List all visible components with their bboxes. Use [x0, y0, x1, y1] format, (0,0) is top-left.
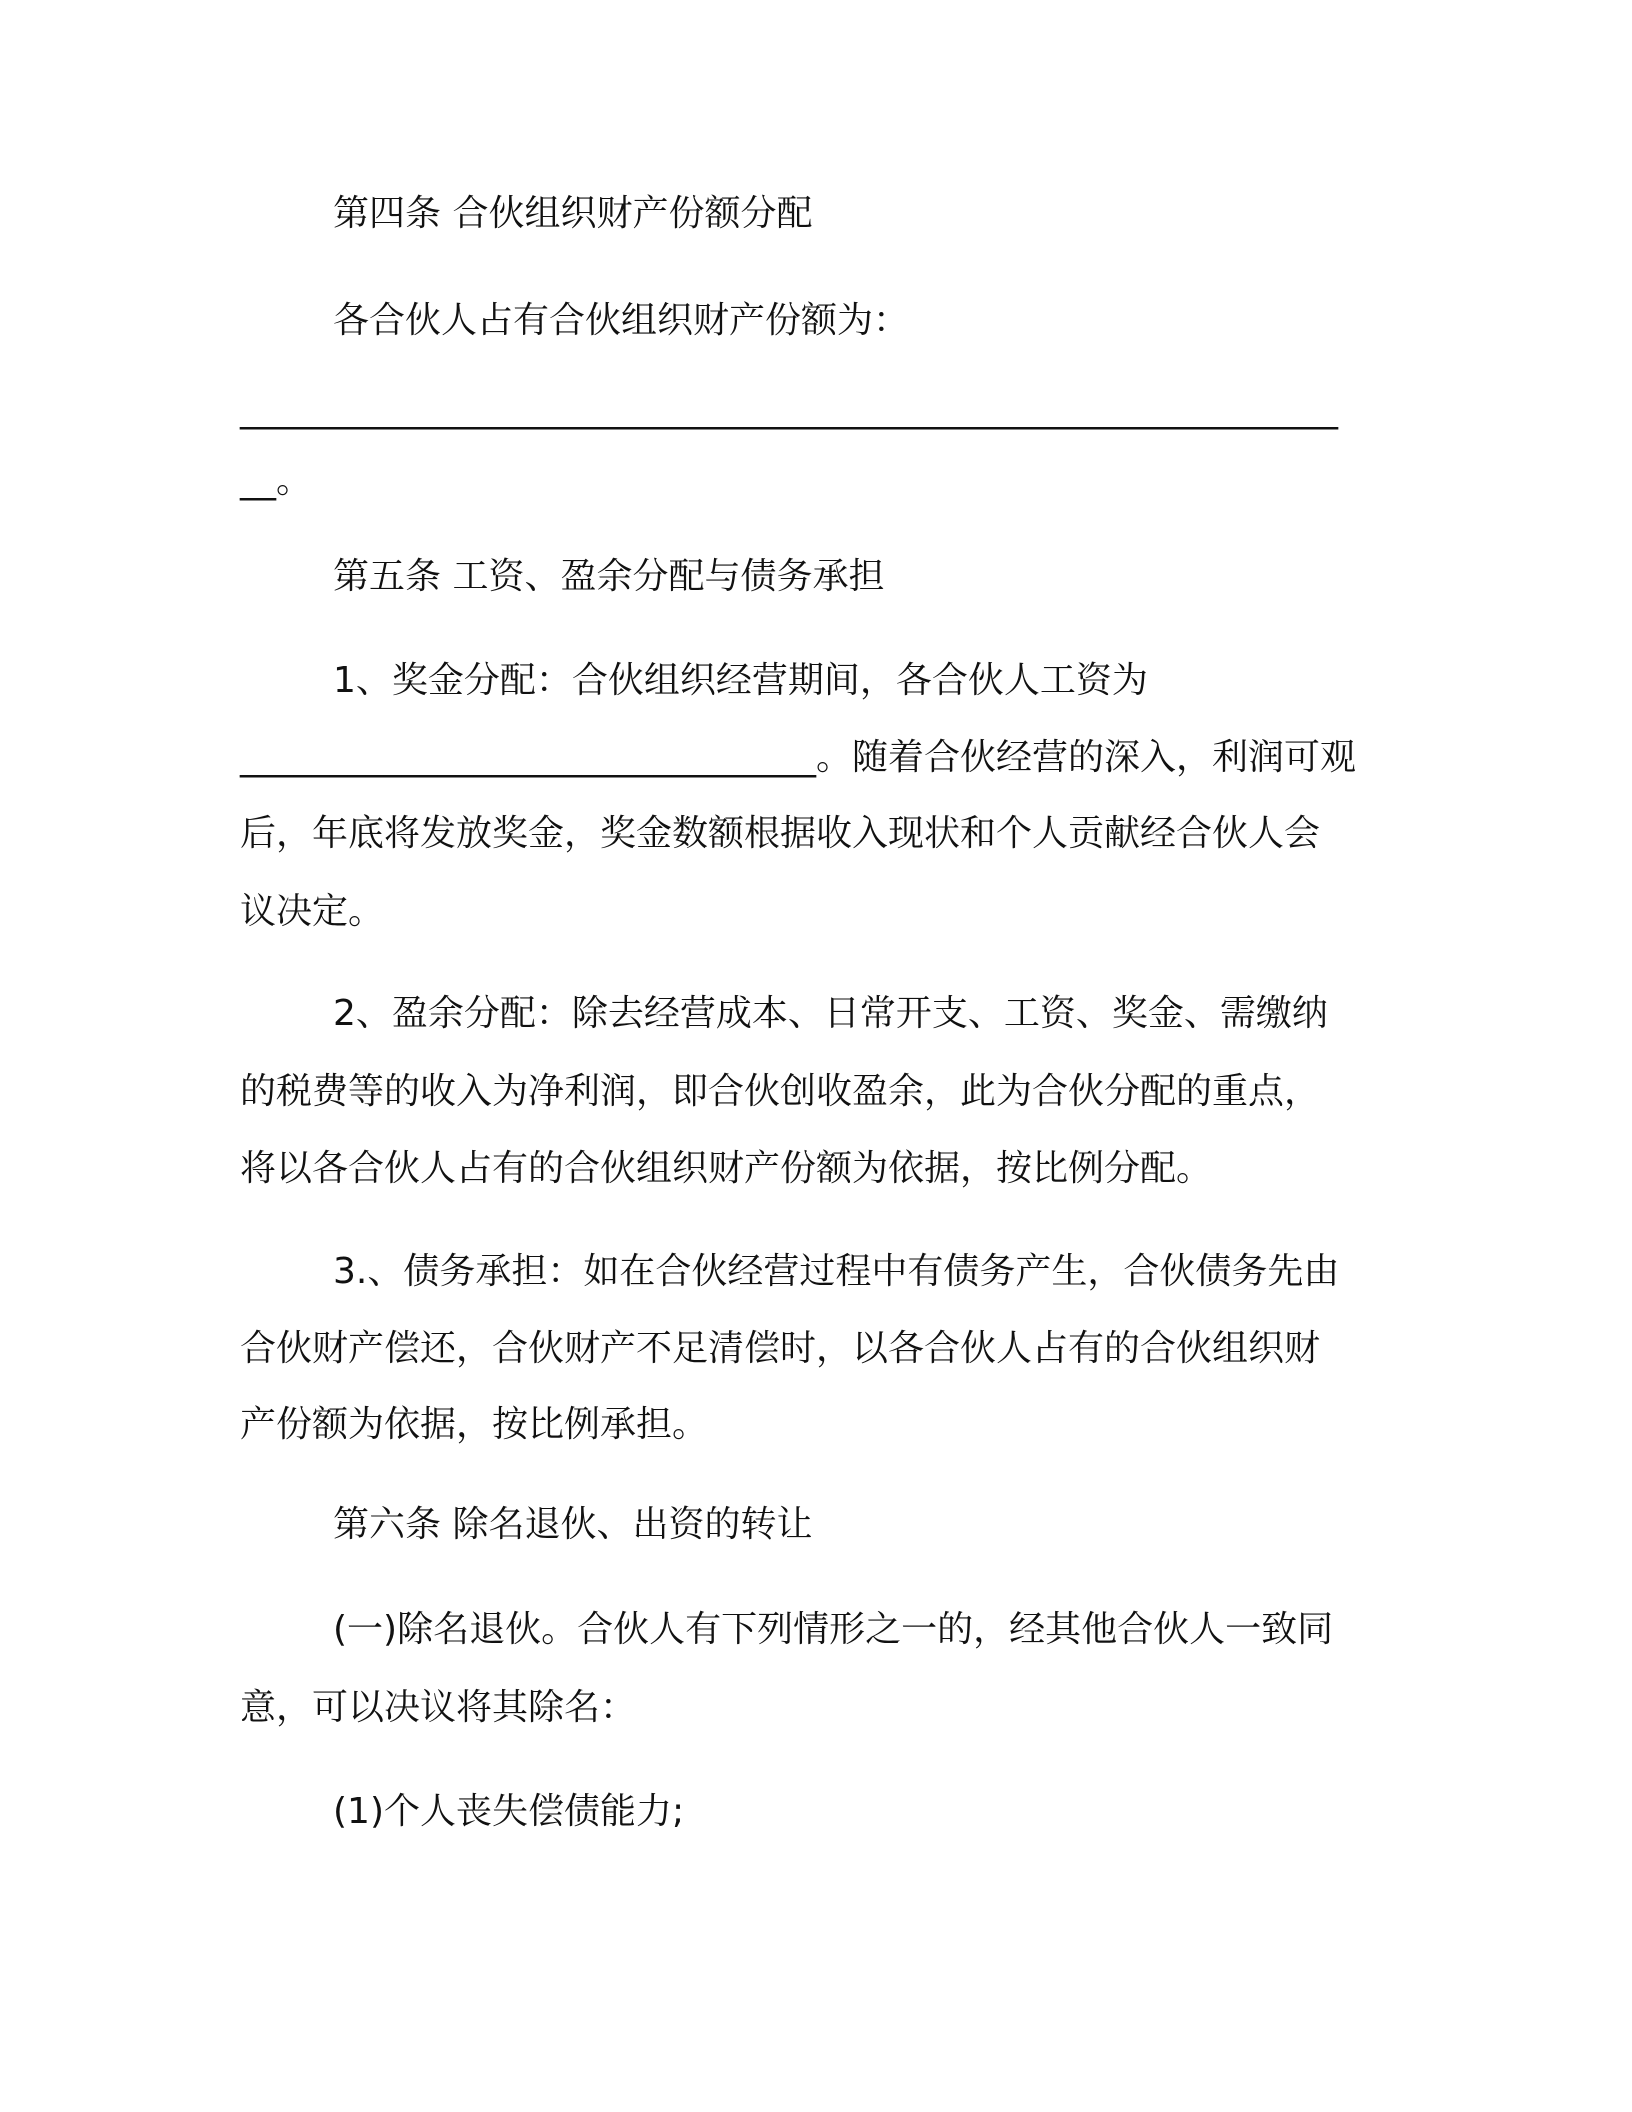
article-5-heading: 第五条 工资、盈余分配与债务承担 [333, 556, 885, 597]
paragraph-line: ________________________________。随着合伙经营的深入，利润可观 [240, 737, 1357, 778]
list-item: (1)个人丧失偿债能力; [333, 1791, 685, 1832]
paragraph-line: 合伙财产偿还，合伙财产不足清偿时，以各合伙人占有的合伙组织财 [240, 1328, 1321, 1369]
paragraph-line: 1、奖金分配：合伙组织经营期间，各合伙人工资为 [333, 660, 1148, 701]
paragraph-line: __。 [240, 460, 313, 501]
paragraph-line: 3.、债务承担：如在合伙经营过程中有债务产生，合伙债务先由 [333, 1251, 1340, 1292]
article-6-heading: 第六条 除名退伙、出资的转让 [333, 1504, 813, 1545]
paragraph-line: 后，年底将发放奖金，奖金数额根据收入现状和个人贡献经合伙人会 [240, 813, 1321, 854]
paragraph-line: 2、盈余分配：除去经营成本、日常开支、工资、奖金、需缴纳 [333, 993, 1328, 1034]
blank-fill-line: _____________________________________________________________ [240, 389, 1338, 430]
paragraph-line: 意，可以决议将其除名： [240, 1687, 637, 1728]
article-4-heading: 第四条 合伙组织财产份额分配 [333, 193, 813, 234]
paragraph-line: (一)除名退伙。合伙人有下列情形之一的，经其他合伙人一致同 [333, 1609, 1334, 1650]
paragraph-line: 各合伙人占有合伙组织财产份额为： [333, 300, 910, 341]
paragraph-line: 的税费等的收入为净利润，即合伙创收盈余，此为合伙分配的重点， [240, 1071, 1321, 1112]
paragraph-line: 议决定。 [240, 891, 385, 932]
paragraph-line: 产份额为依据，按比例承担。 [240, 1404, 709, 1445]
paragraph-line: 将以各合伙人占有的合伙组织财产份额为依据，按比例分配。 [240, 1148, 1213, 1189]
